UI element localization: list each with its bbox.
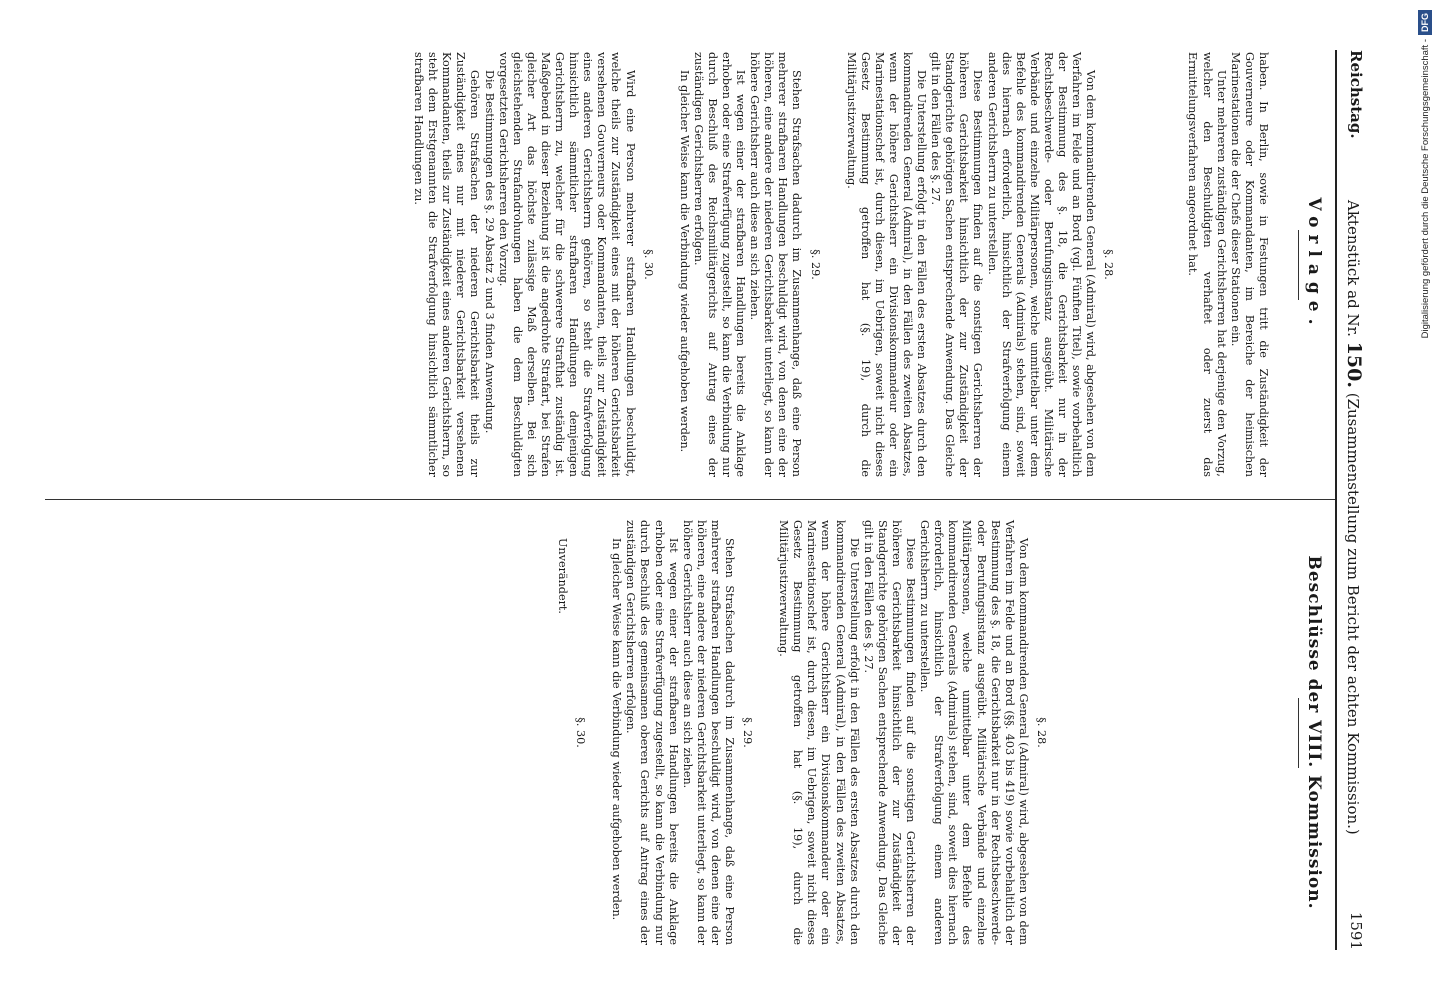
header-number: 150. <box>1343 341 1365 388</box>
header-rule <box>1335 50 1337 950</box>
section-29-paragraph: Ist wegen einer der strafbaren Handlungen bereits die Anklage erhoben oder eine Strafverfügung zugestellt, so kann die Verbindung nur durch Beschluß des gemeinsamen oberen Gerichts auf Antrag eines der zuständigen Gerichtsherren erfolgen. <box>624 520 680 945</box>
column-divider <box>45 499 1335 500</box>
left-column-title: Vorlage. <box>1304 197 1324 332</box>
section-29-paragraph: Ist wegen einer der strafbaren Handlungen bereits die Anklage erhoben oder eine Strafverfügung zugestellt, so kann die Verbindung nur durch Beschluß des Reichsmilitärgerichts auf Antrag eines der zuständigen Gerichtsherren erfolgen. <box>691 52 748 477</box>
section-30-paragraph: Die Bestimmungen des §. 29 Absatz 2 und 3 finden Anwendung. <box>482 70 496 434</box>
section-heading-28: §. 28. <box>1102 249 1116 280</box>
section-30-paragraph: Gehören Strafsachen der niederen Gerichtsbarkeit theils zur Zuständigkeit eines nur mit niederer Gerichtsbarkeit versehenen Kommandanten, theils zur Zuständigkeit eines anderen Gerichtsherrn, so steht dem Erstgenannten die Strafverfolgung hinsichtlich sämmtlicher strafbaren Handlungen zu. <box>412 52 482 477</box>
running-head <box>1339 50 1365 950</box>
section-28-paragraph: Diese Bestimmungen finden auf die sonstigen Gerichtsherren der höheren Gerichtsbarkeit hinsichtlich der zur Zuständigkeit der Standgerichte gehörigen Sachen entsprechende Anwendung. Das Gleiche gilt in den Fällen des §. 27. <box>929 52 985 477</box>
section-28-paragraph: Die Unterstellung erfolgt in den Fällen des ersten Absatzes durch den kommandirenden General (Admiral), in den Fällen des zweiten Absatzes, wenn der höhere Gerichtsherr ein Divisionskommandeur oder ein Marinestationschef ist, durch diesen, im Uebrigen, soweit nicht dieses Gesetz Bestimmung getroffen hat (§. 19), durch die Militärjustizverwaltung. <box>777 520 861 945</box>
header-suffix: (Zusammenstellung zum Bericht der achten Kommission.) <box>1344 392 1362 835</box>
dfg-watermark <box>1418 10 1432 990</box>
section-29-paragraph: Stehen Strafsachen dadurch im Zusammenhange, daß eine Person mehrerer strafbaren Handlungen beschuldigt wird, von denen eine der höheren, eine andere der niederen Gerichtsbarkeit unterliegt, so kann der höhere Gerichtsherr auch diese an sich ziehen. <box>680 520 737 945</box>
section-heading-28: §. 28. <box>1034 717 1048 748</box>
section-28-paragraph: Diese Bestimmungen finden auf die sonstigen Gerichtsherren der höheren Gerichtsbarkeit hinsichtlich der zur Zuständigkeit der Standgerichte gehörigen Sachen entsprechende Anwendung. Das Gleiche gilt in den Fällen des §. 27. <box>861 520 918 945</box>
header-reichstag: Reichstag. <box>1347 50 1365 139</box>
section-28-paragraph: Die Unterstellung erfolgt in den Fällen des ersten Absatzes durch den kommandirenden General (Admiral), in den Fällen des zweiten Absatzes, wenn der höhere Gerichtsherr ein Divisionskommandeur oder ein Marinestationschef ist, durch diesen, im Uebrigen, soweit nicht dieses Gesetz Bestimmung getroffen hat (§. 19), durch die Militärjustizverwaltung. <box>844 52 929 477</box>
watermark-text: Digitalisierung gefördert durch die Deutsche Forschungsgemeinschaft - <box>1420 39 1431 339</box>
right-column-beschluesse <box>555 520 1325 945</box>
section-28-paragraph: Von dem kommandirenden General (Admiral) wird, abgesehen von dem Verfahren im Felde und an Bord (vgl. Fünften Titel), sowie vorbehaltlich der Bestimmung des §. 18, die Gerichtsbarkeit nur in der Rechtsbeschwerde- oder Berufungsinstanz ausgeübt. Militärische Verbände und einzelne Militärpersonen, welche unmittelbar unter dem Befehle des kommandirenden Generals (Admirals) stehen, sind, soweit dies hiernach erforderlich, hinsichtlich der Strafverfolgung einem anderen Gerichtsherrn zu unterstellen. <box>985 52 1098 477</box>
header-prefix: Aktenstück ad Nr. <box>1344 200 1362 337</box>
page-number: 1591 <box>1347 911 1365 950</box>
section-heading-29: §. 29. <box>741 717 755 748</box>
right-title-rule <box>1298 698 1299 768</box>
dfg-logo: DFG <box>1418 10 1432 35</box>
section-30-unchanged: Unverändert. <box>556 538 570 614</box>
left-title-rule <box>1298 230 1299 300</box>
section-29-paragraph: In gleicher Weise kann die Verbindung wieder aufgehoben werden. <box>610 538 624 921</box>
intro-paragraph: Unter mehreren zuständigen Gerichtsherren hat derjenige den Vorzug, welcher den Beschuldigten verhaftet oder zuerst das Ermittelungsverfahren angeordnet hat. <box>1186 52 1228 477</box>
intro-paragraph: haben. In Berlin, sowie in Festungen tritt die Zuständigkeit der Gouverneure oder Kommandanten, im Bereiche der heimischen Marinestationen die der Chefs dieser Stationen ein. <box>1228 52 1270 477</box>
section-29-paragraph: In gleicher Weise kann die Verbindung wieder aufgehoben werden. <box>677 70 691 453</box>
header-title <box>1343 200 1365 835</box>
section-heading-30: §. 30. <box>574 717 588 748</box>
section-30-paragraph: Wird eine Person mehrerer strafbaren Handlungen beschuldigt, welche theils zur Zuständigkeit eines mit der höheren Gerichtsbarkeit versehenen Gouverneurs oder Kommandanten, theils zur Zuständigkeit eines anderen Gerichtsherrn gehören, so steht die Strafverfolgung hinsichtlich sämmtlicher strafbaren Handlungen demjenigen Gerichtsherrn zu, welcher für die schwerere Strafthat zuständig ist. Maßgebend in dieser Beziehung ist die angedrohte Strafart, bei Strafen gleicher Art das höchste zulässige Maß derselben. Bei sich gleichstehenden Strafandrohungen haben die dem Beschuldigten vorgesetzten Gerichtsherren den Vorzug. <box>496 52 637 477</box>
section-28-paragraph: Von dem kommandirenden General (Admiral) wird, abgesehen von dem Verfahren im Felde und an Bord (§§. 403 bis 419) sowie vorbehaltlich der Bestimmung des §. 18, die Gerichtsbarkeit nur in der Rechtsbeschwerde- oder Berufungsinstanz ausgeübt. Militärische Verbände und einzelne Militärpersonen, welche unmittelbar unter dem Befehle des kommandirenden Generals (Admirals) stehen, sind, soweit dies hiernach erforderlich, hinsichtlich der Strafverfolgung einem anderen Gerichtsherrn zu unterstellen. <box>918 520 1030 945</box>
section-heading-30: §. 30. <box>641 249 655 280</box>
right-column-title: Beschlüsse der VIII. Kommission. <box>1304 555 1324 910</box>
section-29-paragraph: Stehen Strafsachen dadurch im Zusammenhange, daß eine Person mehrerer strafbaren Handlungen beschuldigt wird, von denen eine der höheren, eine andere der niederen Gerichtsbarkeit unterliegt, so kann der höhere Gerichtsherr auch diese an sich ziehen. <box>748 52 804 477</box>
left-column-vorlage <box>411 52 1325 477</box>
section-heading-29: §. 29. <box>808 249 822 280</box>
rotated-document-page <box>25 10 1405 990</box>
